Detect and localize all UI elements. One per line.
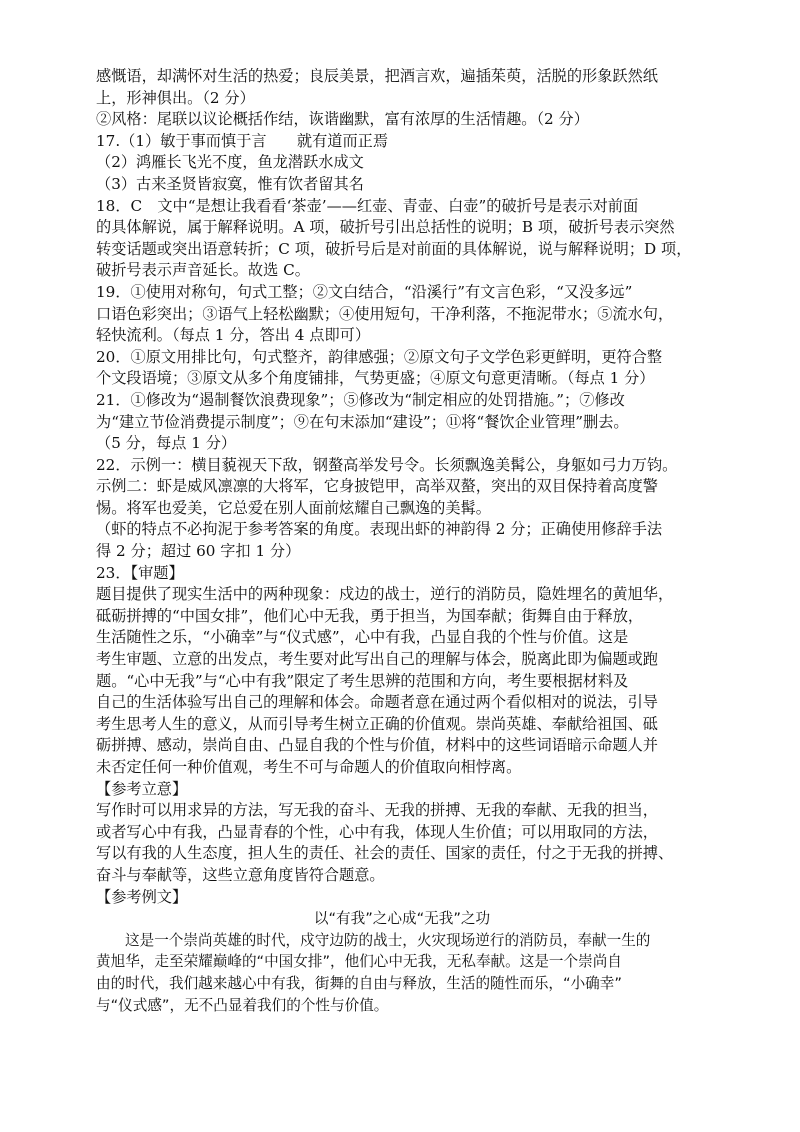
text-line: （5 分，每点 1 分） [96, 434, 237, 453]
text-line: 题。“心中无我”与“心中有我”限定了考生思辨的范围和方向，考生要根据材料及 [96, 671, 629, 690]
text-line: 22．示例一：横目藐视天下敌，钢螯高举发号令。长须飘逸美髯公，身躯如弓力万钧。 [96, 455, 678, 474]
text-line: 感慨语，却满怀对生活的热爱；良辰美景，把酒言欢，遍插茱萸，活脱的形象跃然纸 [96, 67, 658, 85]
text-line: 惕。将军也爱美，它总爱在别人面前炫耀自己飘逸的美髯。 [96, 498, 491, 517]
text-line: 自己的生活体验写出自己的理解和体会。命题者意在通过两个看似相对的说法，引导 [96, 693, 658, 712]
text-line: 或者写心中有我，凸显青春的个性，心中有我，体现人生价值；可以用取同的方法， [96, 822, 658, 841]
essay-line: 由的时代，我们越来越心中有我，街舞的自由与释放，生活的随性而乐，“小确幸” [96, 974, 622, 992]
text-line: 奋斗与奉献等，这些立意角度皆符合题意。 [96, 865, 385, 884]
text-line: 19．①使用对称句，句式工整；②文白结合，“沿溪行”有文言色彩，“又没多远” [96, 282, 633, 301]
section-heading: 【参考例文】 [96, 887, 188, 906]
text-line: 生活随性之乐，“小确幸”与“仪式感”，心中有我，凸显自我的个性与价值。这是 [96, 628, 629, 647]
text-line: 20．①原文用排比句，句式整齐，韵律感强；②原文句子文学色彩更鲜明，更符合整 [96, 347, 663, 366]
text-line: 写作时可以用求异的方法，写无我的奋斗、无我的拼搏、无我的奉献、无我的担当， [96, 801, 658, 820]
text-line: （3）古来圣贤皆寂寞，惟有饮者留其名 [96, 174, 364, 193]
section-heading: 23．【审题】 [96, 563, 184, 582]
text-line: （虾的特点不必拘泥于参考答案的角度。表现出虾的神韵得 2 分；正确使用修辞手法 [96, 520, 663, 539]
answer-document [96, 66, 708, 1016]
section-heading: 【参考立意】 [96, 779, 188, 798]
text-line: 砥砺拼搏的“中国女排”，他们心中无我，勇于担当，为国奉献；街舞自由于释放， [96, 606, 644, 625]
essay-line: 与“仪式感”，无不凸显着我们的个性与价值。 [96, 996, 389, 1014]
essay-title: 以“有我”之心成“无我”之功 [313, 910, 491, 928]
text-line: 转变话题或突出语意转折；C 项，破折号后是对前面的具体解说，说与解释说明；D 项， [96, 239, 692, 258]
text-line: 得 2 分；超过 60 字扣 1 分） [96, 542, 301, 561]
text-line: ②风格：尾联以议论概括作结，诙谐幽默，富有浓厚的生活情趣。（2 分） [96, 110, 589, 129]
text-line: 18．C 文中“是想让我看看‘茶壶’——红壶、青壶、白壶”的破折号是表示对前面 [96, 196, 639, 215]
essay-line: 这是一个崇尚英雄的时代，戍守边防的战士，火灾现场逆行的消防员，奉献一生的 [125, 931, 651, 949]
text-line: 轻快流利。（每点 1 分，答出 4 点即可） [96, 326, 371, 345]
text-line: 17.（1）敏于事而慎于言 就有道而正焉 [96, 131, 389, 150]
text-line: 破折号表示声音延长。故选 C。 [96, 261, 310, 280]
text-line: 个文段语境；③原文从多个角度铺排，气势更盛；④原文句意更清晰。（每点 1 分） [96, 369, 655, 388]
text-line: 未否定任何一种价值观，考生不可与命题人的价值取向相悖离。 [96, 758, 522, 776]
text-line: 21．①修改为“遏制餐饮浪费现象”；⑤修改为“制定相应的处罚措施。”；⑦修改 [96, 390, 625, 409]
text-line: 口语色彩突出；③语气上轻松幽默；④使用短句，干净利落，不拖泥带水；⑤流水句， [96, 304, 674, 323]
text-line: 上，形神俱出。（2 分） [96, 88, 255, 107]
text-line: 示例二：虾是威风凛凛的大将军，它身披铠甲，高举双螯，突出的双目保持着高度警 [96, 477, 658, 496]
text-line: 为“建立节俭消费提示制度”；⑨在句末添加“建设”；⑪将“餐饮企业管理”删去。 [96, 412, 629, 431]
text-line: 砺拼搏、感动，崇尚自由、凸显自我的个性与价值，材料中的这些词语暗示命题人并 [96, 736, 658, 755]
text-line: 写以有我的人生态度，担人生的责任、社会的责任、国家的责任，付之于无我的拼搏、 [96, 844, 674, 863]
text-line: （2）鸿雁长飞光不度，鱼龙潜跃水成文 [96, 153, 364, 172]
essay-line: 黄旭华，走至荣耀巅峰的“中国女排”，他们心中无我，无私奉献。这是一个崇尚自 [96, 953, 622, 971]
text-line: 考生思考人生的意义，从而引导考生树立正确的价值观。崇尚英雄、奉献给祖国、砥 [96, 714, 658, 733]
text-line: 的具体解说，属于解释说明。A 项，破折号引出总括性的说明；B 项，破折号表示突然 [96, 218, 675, 237]
text-line: 题目提供了现实生活中的两种现象：戍边的战士，逆行的消防员，隐姓埋名的黄旭华， [96, 585, 674, 604]
text-line: 考生审题、立意的出发点，考生要对此写出自己的理解与体会，脱离此即为偏题或跑 [96, 650, 658, 669]
